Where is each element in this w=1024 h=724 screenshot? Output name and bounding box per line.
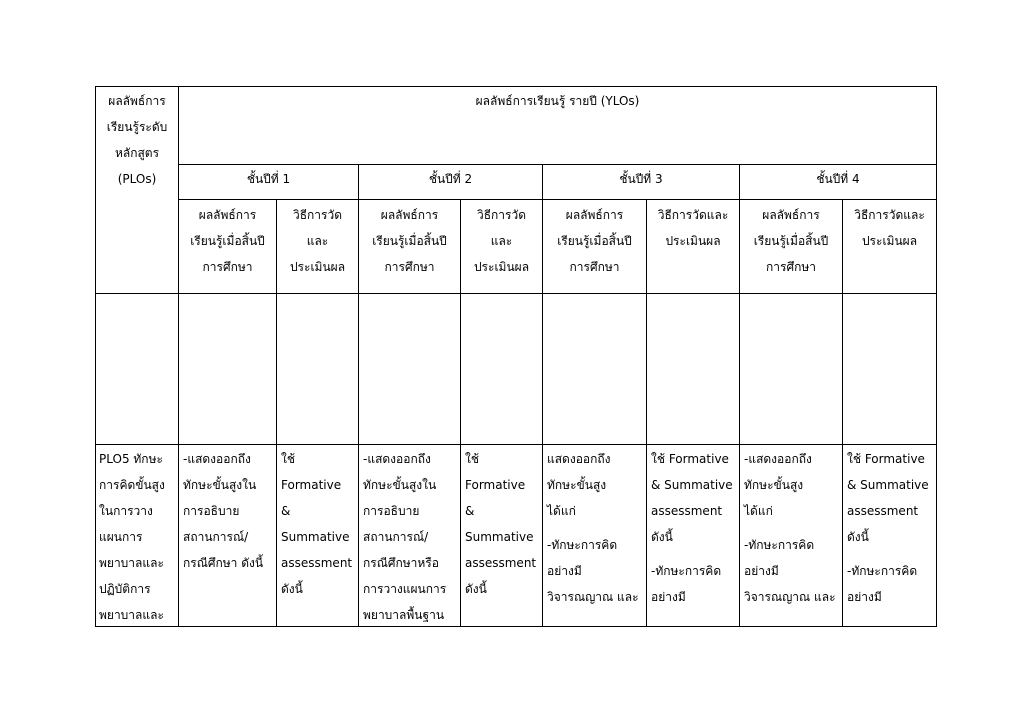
cell-line: การอธิบาย xyxy=(183,504,240,518)
cell-line: & Summative xyxy=(847,478,929,492)
cell-line: assessment xyxy=(651,504,723,518)
header-line: วิธีการวัด xyxy=(292,208,343,222)
header-line: ผลลัพธ์การ xyxy=(380,208,439,222)
year-3-outcome-cell xyxy=(547,446,646,610)
cell-line: ทักษะขั้นสูง xyxy=(547,478,607,492)
ylo-header: ผลลัพธ์การเรียนรู้ รายปี (YLOs) xyxy=(475,94,640,108)
year-4-header: ชั้นปีที่ 4 xyxy=(816,172,860,186)
year-1-assess-header xyxy=(277,202,358,280)
plo-header-line: หลักสูตร xyxy=(114,146,160,160)
cell-line: assessment xyxy=(281,556,353,570)
plo-header-line: ผลลัพธ์การ xyxy=(108,94,166,108)
cell-line: ดังนี้ xyxy=(651,530,673,544)
year-1-outcome-header xyxy=(179,202,276,280)
header-line: วิธีการวัด xyxy=(476,208,527,222)
cell-line: กรณีศึกษาหรือ xyxy=(363,556,439,570)
cell-line: & Summative xyxy=(651,478,733,492)
cell-line: การอธิบาย xyxy=(363,504,420,518)
cell-line: assessment xyxy=(847,504,919,518)
year-4-assess-cell xyxy=(847,446,936,610)
year-2-assess-cell xyxy=(465,446,542,602)
cell-line: ทักษะขั้นสูงใน xyxy=(183,478,257,492)
year-1-assess-cell xyxy=(281,446,358,602)
cell-line: assessment xyxy=(465,556,537,570)
table-border-right xyxy=(936,86,937,627)
year-4-outcome-header xyxy=(740,202,842,280)
header-line: ประเมินผล xyxy=(665,234,721,248)
year-3-header: ชั้นปีที่ 3 xyxy=(619,172,663,186)
year-2-outcome-cell xyxy=(363,446,460,628)
cell-line: แสดงออกถึง xyxy=(547,452,611,466)
cell-line: -แสดงออกถึง xyxy=(183,452,251,466)
header-line: และ xyxy=(490,234,513,248)
year-3-assess-header xyxy=(647,202,739,254)
cell-line: กรณีศึกษา ดังนี้ xyxy=(183,556,264,570)
plo-header-line: เรียนรู้ระดับ xyxy=(106,120,168,134)
cell-line: อย่างมี xyxy=(547,564,582,578)
year-1-outcome-cell xyxy=(183,446,276,576)
cell-line: วิจารณญาณ และ xyxy=(547,590,639,604)
cell-line: สถานการณ์/ xyxy=(183,530,249,544)
cell-line: ได้แก่ xyxy=(744,504,773,518)
header-line: ผลลัพธ์การ xyxy=(565,208,624,222)
header-line: เรียนรู้เมื่อสิ้นปี xyxy=(372,234,447,248)
plo-header-line: (PLOs) xyxy=(117,172,157,186)
header-bottom-divider xyxy=(95,293,937,294)
cell-line: ทักษะขั้นสูงใน xyxy=(363,478,437,492)
cell-line: พยาบาลพื้นฐาน xyxy=(363,608,445,622)
cell-line: อย่างมี xyxy=(744,564,779,578)
table-border-bottom xyxy=(95,626,937,627)
cell-line: ปฏิบัติการ xyxy=(99,582,151,596)
year-2-header: ชั้นปีที่ 2 xyxy=(428,172,473,186)
header-line: ประเมินผล xyxy=(289,260,346,274)
cell-line: ใช้ Formative xyxy=(847,452,925,466)
plo5-cell xyxy=(99,446,178,628)
cell-line: -ทักษะการคิด xyxy=(547,538,618,552)
header-line: การศึกษา xyxy=(569,260,620,274)
header-line: ประเมินผล xyxy=(473,260,530,274)
cell-line: ดังนี้ xyxy=(281,582,303,596)
header-line: เรียนรู้เมื่อสิ้นปี xyxy=(753,234,829,248)
cell-line: สถานการณ์/ xyxy=(363,530,429,544)
cell-line: -ทักษะการคิด xyxy=(847,564,918,578)
header-line: เรียนรู้เมื่อสิ้นปี xyxy=(190,234,265,248)
cell-line: -แสดงออกถึง xyxy=(744,452,812,466)
header-line: วิธีการวัดและ xyxy=(657,208,729,222)
cell-line: -แสดงออกถึง xyxy=(363,452,431,466)
year-3-outcome-header xyxy=(543,202,646,280)
year3-inner-divider xyxy=(646,199,647,627)
cell-line: ทักษะขั้นสูง xyxy=(744,478,804,492)
subheader-row-divider xyxy=(178,199,937,200)
cell-line: การคิดขั้นสูง xyxy=(99,478,165,492)
plo-header-cell xyxy=(96,88,178,192)
header-line: การศึกษา xyxy=(766,260,816,274)
year-1-header: ชั้นปีที่ 1 xyxy=(246,172,291,186)
header-line: วิธีการวัดและ xyxy=(854,208,925,222)
year-2-assess-header xyxy=(461,202,542,280)
cell-line: PLO5 ทักษะ xyxy=(99,452,163,466)
cell-line: ใช้ Formative xyxy=(651,452,729,466)
year-3-assess-cell xyxy=(651,446,739,610)
cell-line: & xyxy=(281,504,291,518)
cell-line: อย่างมี xyxy=(651,590,686,604)
table-border-top xyxy=(95,86,937,87)
cell-line: Formative xyxy=(281,478,342,492)
header-line: และ xyxy=(306,234,329,248)
cell-line: พยาบาลและ xyxy=(99,556,164,570)
header-line: การศึกษา xyxy=(202,260,253,274)
cell-line: Summative xyxy=(465,530,534,544)
cell-line: -ทักษะการคิด xyxy=(651,564,722,578)
cell-line: ใช้ xyxy=(465,452,480,466)
cell-line: วิจารณญาณ และ xyxy=(744,590,836,604)
year-4-outcome-cell xyxy=(744,446,842,610)
year4-inner-divider xyxy=(842,199,843,627)
header-line: เรียนรู้เมื่อสิ้นปี xyxy=(557,234,632,248)
empty-row-divider xyxy=(95,444,937,445)
cell-line: อย่างมี xyxy=(847,590,882,604)
cell-line: ได้แก่ xyxy=(547,504,576,518)
year-2-outcome-header xyxy=(359,202,460,280)
cell-line: ดังนี้ xyxy=(847,530,869,544)
header-line: ผลลัพธ์การ xyxy=(198,208,257,222)
header-line: ผลลัพธ์การ xyxy=(762,208,820,222)
cell-line: ใช้ xyxy=(281,452,296,466)
cell-line: พยาบาลและ xyxy=(99,608,164,622)
cell-line: แผนการ xyxy=(99,530,143,544)
cell-line: & xyxy=(465,504,475,518)
cell-line: การวางแผนการ xyxy=(363,582,447,596)
cell-line: ในการวาง xyxy=(99,504,153,518)
year-row-divider xyxy=(178,164,937,165)
header-line: ประเมินผล xyxy=(861,234,918,248)
header-line: การศึกษา xyxy=(384,260,435,274)
cell-line: ดังนี้ xyxy=(465,582,487,596)
cell-line: -ทักษะการคิด xyxy=(744,538,815,552)
cell-line: Summative xyxy=(281,530,350,544)
year-4-assess-header xyxy=(843,202,936,254)
cell-line: Formative xyxy=(465,478,526,492)
